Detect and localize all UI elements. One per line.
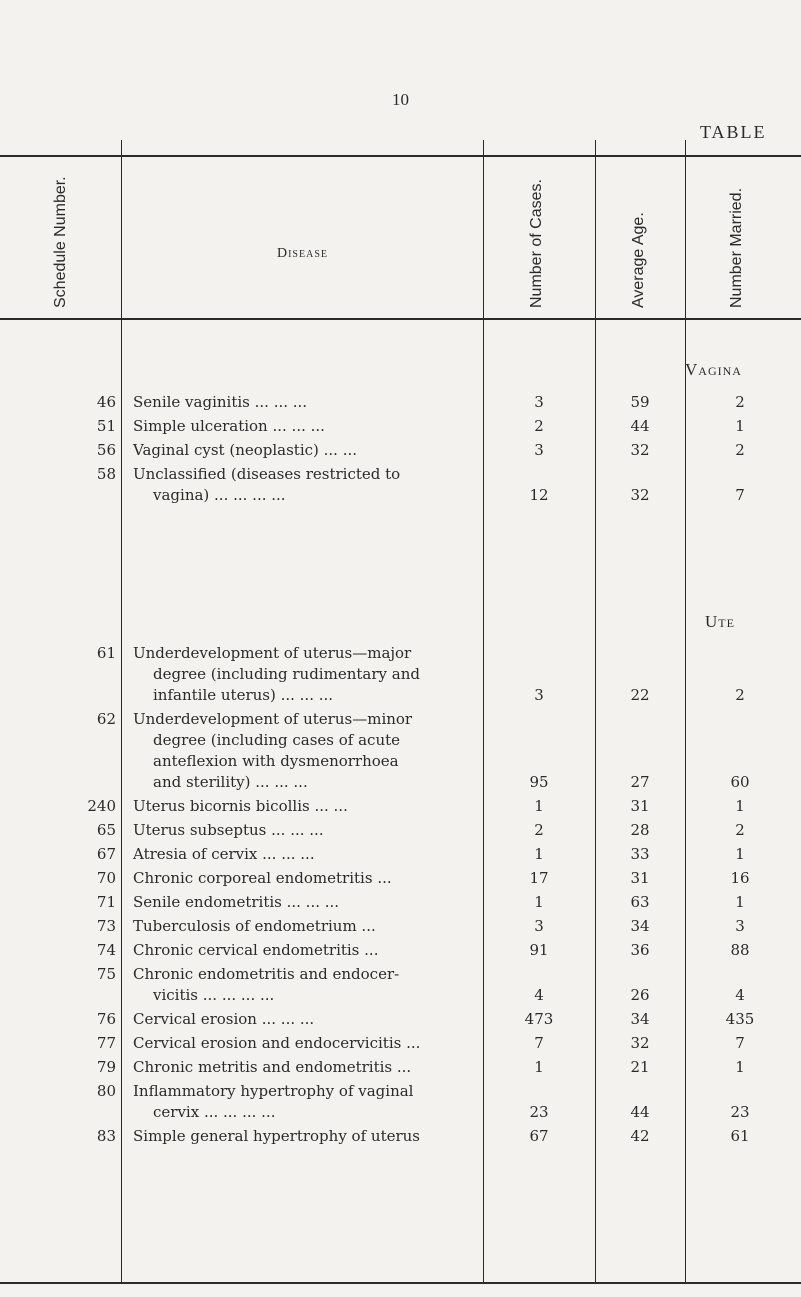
number-of-cases: 3 <box>534 917 544 935</box>
number-married: 3 <box>735 917 745 935</box>
schedule-number: 56 <box>96 441 116 459</box>
number-of-cases: 1 <box>534 1058 544 1076</box>
number-married: 2 <box>735 393 745 411</box>
header-average-age: Average Age. <box>630 212 647 308</box>
disease-line: cervix ... ... ... ... <box>153 1103 276 1121</box>
number-of-cases: 91 <box>529 941 549 959</box>
schedule-number: 79 <box>96 1058 116 1076</box>
number-married: 16 <box>730 869 750 887</box>
disease-name <box>133 1081 488 1123</box>
schedule-number: 70 <box>96 869 116 887</box>
disease-name <box>133 940 488 961</box>
average-age: 34 <box>630 1010 650 1028</box>
number-married: 7 <box>735 486 745 504</box>
disease-name <box>133 796 488 817</box>
schedule-number: 67 <box>96 845 116 863</box>
number-married: 435 <box>725 1010 755 1028</box>
number-married: 1 <box>735 417 745 435</box>
disease-line: Inflammatory hypertrophy of vaginal <box>133 1082 414 1100</box>
header-disease: Disease <box>276 246 328 261</box>
disease-line: Vaginal cyst (neoplastic) ... ... <box>133 441 358 459</box>
column-rule <box>121 140 122 1282</box>
disease-line: Underdevelopment of uterus—major <box>133 644 412 662</box>
number-married: 7 <box>735 1034 745 1052</box>
number-of-cases: 4 <box>534 986 544 1004</box>
disease-line: and sterility) ... ... ... <box>153 773 308 791</box>
disease-line: Senile vaginitis ... ... ... <box>133 393 308 411</box>
schedule-number: 76 <box>96 1010 116 1028</box>
disease-line: degree (including cases of acute <box>153 731 401 749</box>
disease-name <box>133 820 488 841</box>
number-of-cases: 3 <box>534 393 544 411</box>
schedule-number: 83 <box>96 1127 116 1145</box>
schedule-number: 80 <box>96 1082 116 1100</box>
disease-line: anteflexion with dysmenorrhoea <box>153 752 399 770</box>
schedule-number: 240 <box>87 797 116 815</box>
average-age: 32 <box>630 441 650 459</box>
average-age: 34 <box>630 917 650 935</box>
number-of-cases: 12 <box>529 486 549 504</box>
average-age: 42 <box>630 1127 650 1145</box>
disease-line: Chronic metritis and endometritis ... <box>133 1058 412 1076</box>
disease-name <box>133 709 488 793</box>
disease-line: Cervical erosion ... ... ... <box>133 1010 315 1028</box>
average-age: 32 <box>630 1034 650 1052</box>
number-of-cases: 3 <box>534 686 544 704</box>
average-age: 36 <box>630 941 650 959</box>
disease-line: Senile endometritis ... ... ... <box>133 893 340 911</box>
number-married: 23 <box>730 1103 750 1121</box>
disease-line: degree (including rudimentary and <box>153 665 420 683</box>
average-age: 27 <box>630 773 650 791</box>
number-married: 1 <box>735 1058 745 1076</box>
schedule-number: 61 <box>96 644 116 662</box>
disease-name <box>133 440 488 461</box>
number-married: 2 <box>735 686 745 704</box>
disease-name <box>133 392 488 413</box>
schedule-number: 74 <box>96 941 116 959</box>
number-married: 88 <box>730 941 750 959</box>
average-age: 26 <box>630 986 650 1004</box>
disease-line: vicitis ... ... ... ... <box>153 986 275 1004</box>
schedule-number: 51 <box>96 417 116 435</box>
average-age: 44 <box>630 417 650 435</box>
disease-name <box>133 964 488 1006</box>
header-schedule-number: Schedule Number. <box>52 176 69 308</box>
average-age: 33 <box>630 845 650 863</box>
disease-line: Cervical erosion and endocervicitis ... <box>133 1034 421 1052</box>
schedule-number: 71 <box>96 893 116 911</box>
number-of-cases: 473 <box>524 1010 554 1028</box>
header-number-of-cases: Number of Cases. <box>528 179 545 308</box>
section-label-uterus: Ute <box>705 612 735 631</box>
disease-name <box>133 643 488 706</box>
schedule-number: 58 <box>96 465 116 483</box>
disease-line: Chronic corporeal endometritis ... <box>133 869 392 887</box>
number-of-cases: 17 <box>529 869 549 887</box>
disease-line: Atresia of cervix ... ... ... <box>133 845 315 863</box>
average-age: 44 <box>630 1103 650 1121</box>
number-married: 1 <box>735 845 745 863</box>
average-age: 21 <box>630 1058 650 1076</box>
number-married: 2 <box>735 821 745 839</box>
disease-line: Uterus subseptus ... ... ... <box>133 821 324 839</box>
schedule-number: 62 <box>96 710 116 728</box>
table-title: TABLE <box>700 122 767 142</box>
number-married: 1 <box>735 893 745 911</box>
number-of-cases: 1 <box>534 797 544 815</box>
disease-name <box>133 844 488 865</box>
number-of-cases: 3 <box>534 441 544 459</box>
number-of-cases: 1 <box>534 845 544 863</box>
page-number: 10 <box>392 90 409 109</box>
disease-name <box>133 1033 488 1054</box>
number-of-cases: 7 <box>534 1034 544 1052</box>
disease-line: Chronic endometritis and endocer- <box>133 965 400 983</box>
number-married: 1 <box>735 797 745 815</box>
header-number-married: Number Married. <box>728 187 745 308</box>
schedule-number: 75 <box>96 965 116 983</box>
disease-line: Underdevelopment of uterus—minor <box>133 710 413 728</box>
disease-line: Tuberculosis of endometrium ... <box>133 917 376 935</box>
disease-name <box>133 1009 488 1030</box>
bottom-rule <box>0 1282 801 1284</box>
number-of-cases: 1 <box>534 893 544 911</box>
average-age: 32 <box>630 486 650 504</box>
disease-line: vagina) ... ... ... ... <box>153 486 286 504</box>
number-married: 60 <box>730 773 750 791</box>
average-age: 63 <box>630 893 650 911</box>
disease-name <box>133 1126 488 1147</box>
schedule-number: 77 <box>96 1034 116 1052</box>
disease-line: Chronic cervical endometritis ... <box>133 941 379 959</box>
disease-name <box>133 868 488 889</box>
schedule-number: 46 <box>96 393 116 411</box>
number-of-cases: 2 <box>534 821 544 839</box>
schedule-number: 65 <box>96 821 116 839</box>
disease-name <box>133 416 488 437</box>
average-age: 59 <box>630 393 650 411</box>
disease-line: Uterus bicornis bicollis ... ... <box>133 797 348 815</box>
number-married: 61 <box>730 1127 750 1145</box>
disease-line: Simple general hypertrophy of uterus <box>133 1127 420 1145</box>
schedule-number: 73 <box>96 917 116 935</box>
number-of-cases: 67 <box>529 1127 549 1145</box>
section-label-vagina: Vagina <box>685 360 742 379</box>
number-of-cases: 2 <box>534 417 544 435</box>
disease-line: infantile uterus) ... ... ... <box>153 686 334 704</box>
number-married: 4 <box>735 986 745 1004</box>
average-age: 22 <box>630 686 650 704</box>
disease-name <box>133 464 488 506</box>
average-age: 28 <box>630 821 650 839</box>
number-of-cases: 95 <box>529 773 549 791</box>
disease-line: Unclassified (diseases restricted to <box>133 465 401 483</box>
disease-name <box>133 916 488 937</box>
disease-line: Simple ulceration ... ... ... <box>133 417 325 435</box>
number-of-cases: 23 <box>529 1103 549 1121</box>
number-married: 2 <box>735 441 745 459</box>
disease-name <box>133 892 488 913</box>
average-age: 31 <box>630 797 650 815</box>
average-age: 31 <box>630 869 650 887</box>
disease-name <box>133 1057 488 1078</box>
